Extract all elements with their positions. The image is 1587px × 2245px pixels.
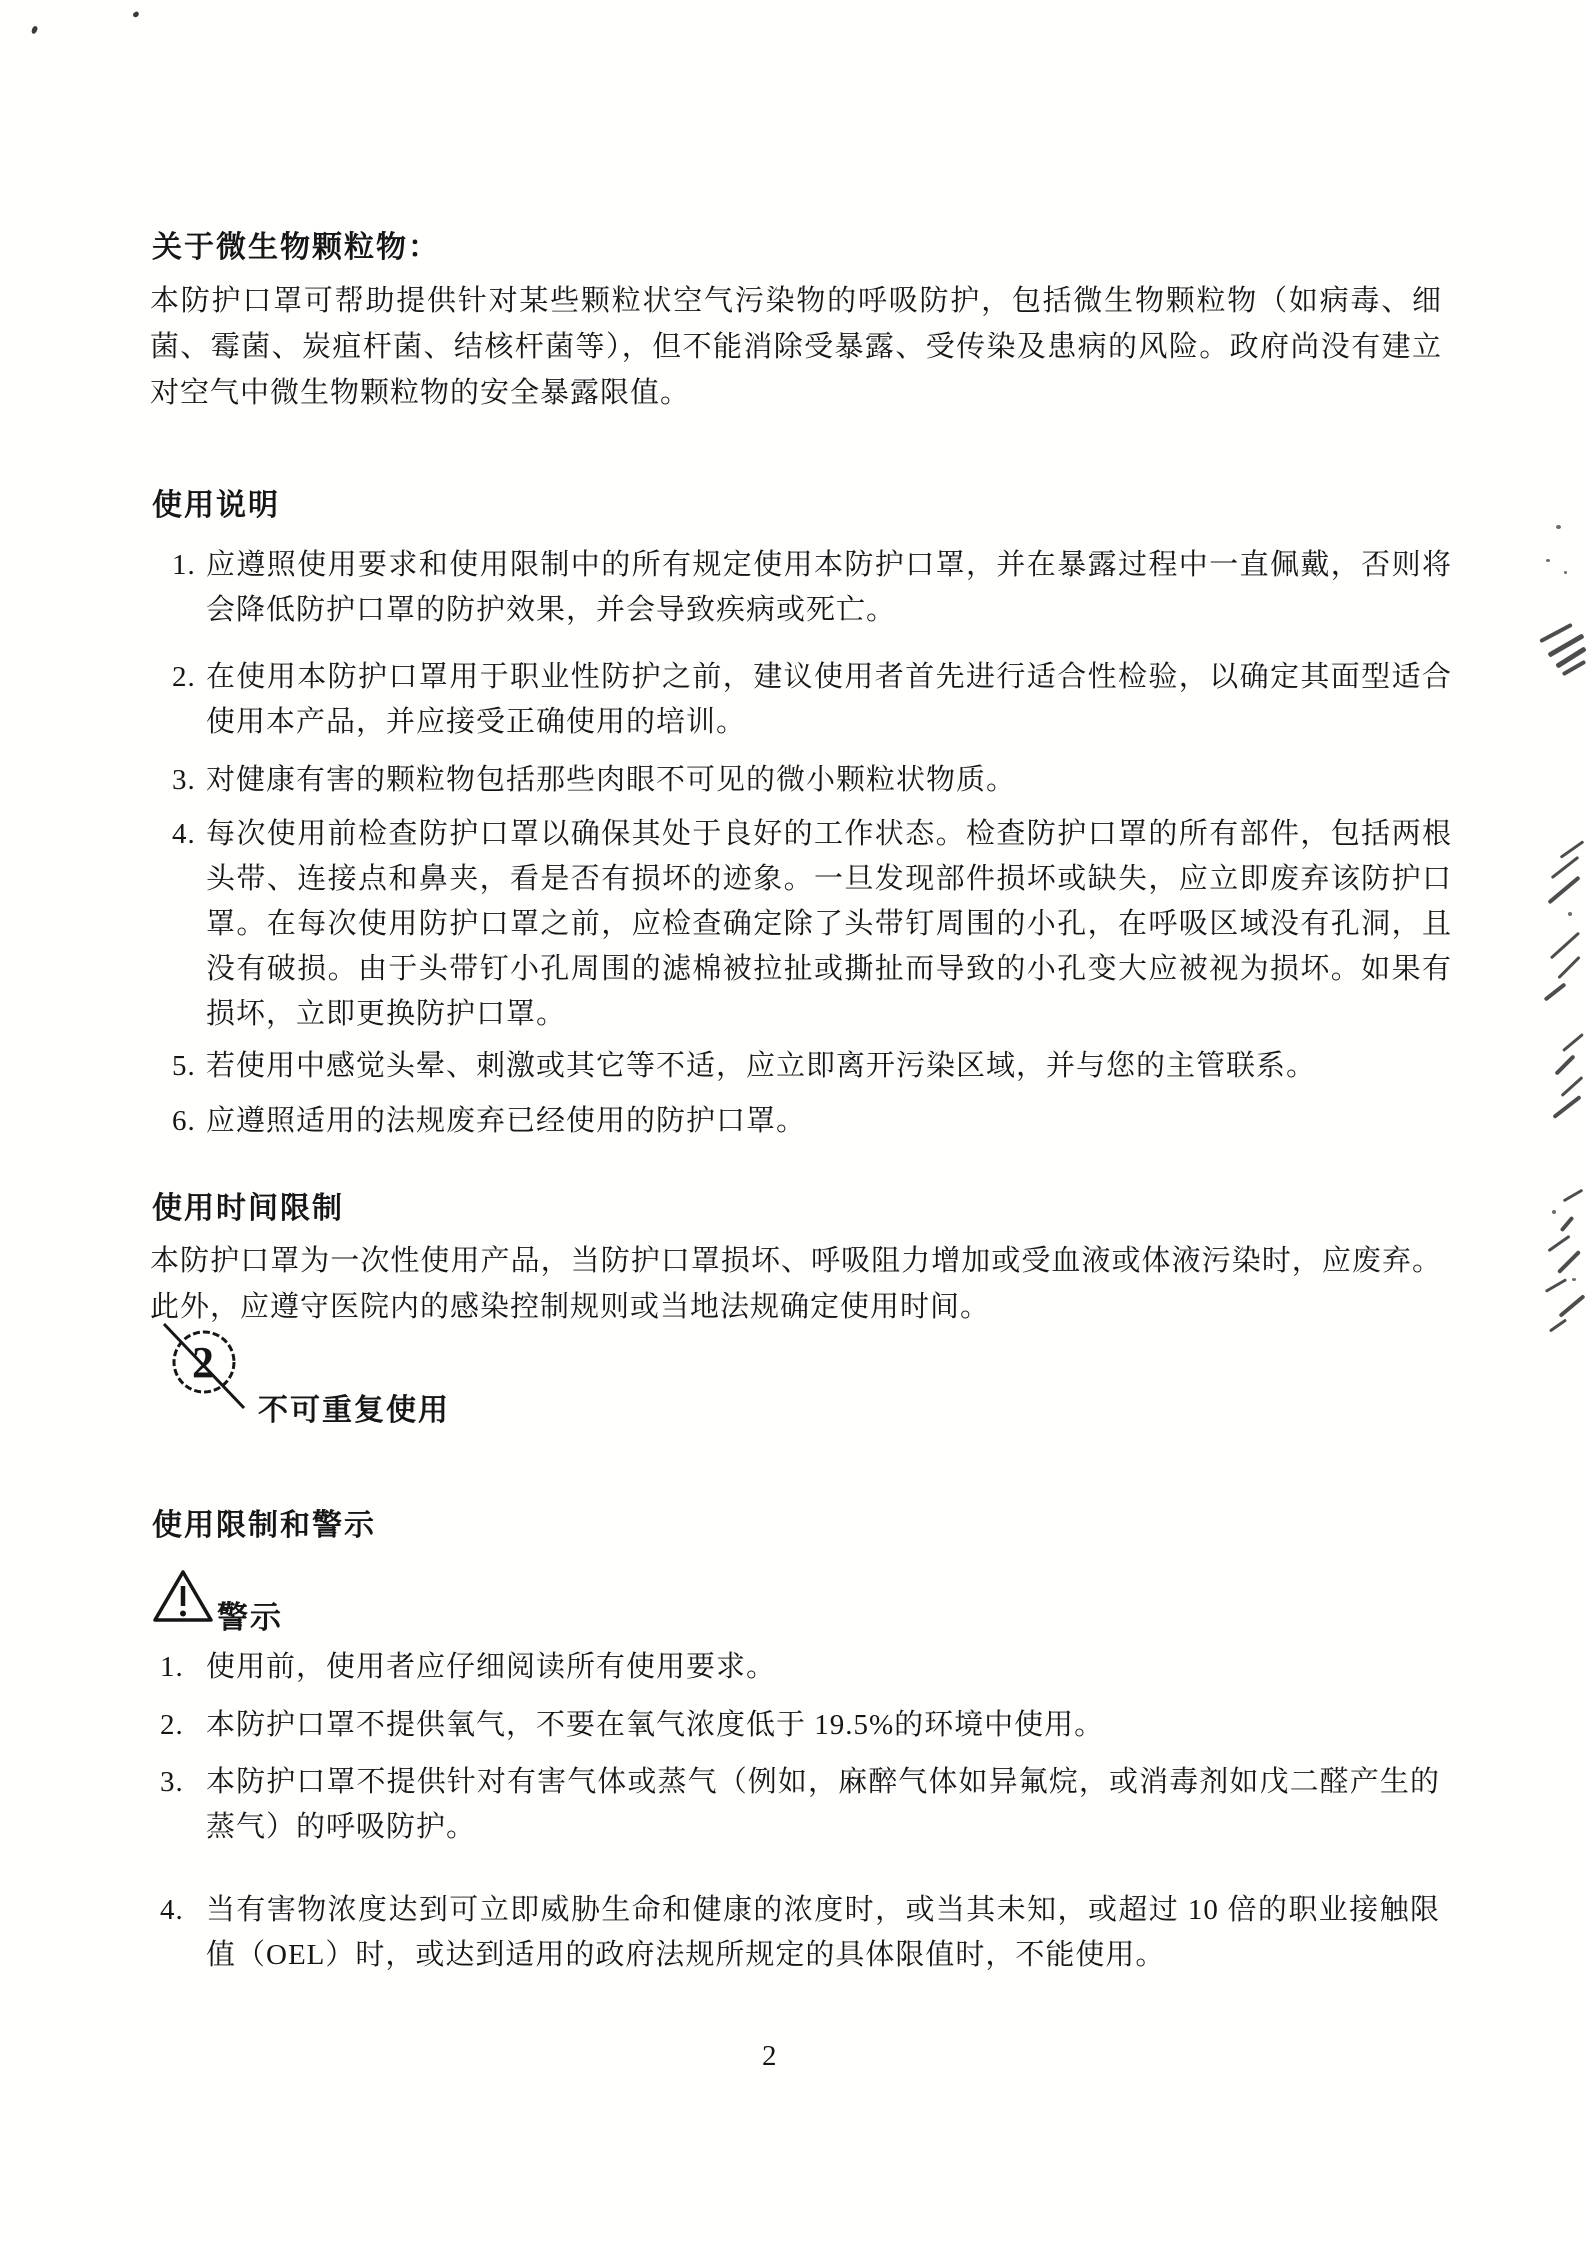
item-number: 5. xyxy=(172,1050,196,1082)
scan-speck xyxy=(31,25,38,34)
item-number: 2. xyxy=(160,1709,184,1741)
no-reuse-number: 2 xyxy=(192,1338,214,1387)
page-number: 2 xyxy=(762,2040,777,2072)
scan-speck xyxy=(1558,1294,1585,1318)
instruction-item-3 xyxy=(172,758,1452,803)
scan-speck xyxy=(1546,559,1550,562)
scan-speck xyxy=(1557,1250,1581,1274)
warning-label: 警示 xyxy=(217,1600,283,1635)
scan-speck xyxy=(1544,982,1567,1001)
scan-speck xyxy=(1557,956,1580,979)
scan-speck xyxy=(1554,1054,1575,1075)
section-heading-microbial: 关于微生物颗粒物： xyxy=(152,231,440,264)
scan-speck xyxy=(1549,1319,1567,1333)
section-heading-time-limit: 使用时间限制 xyxy=(152,1192,344,1225)
item-text: 当有害物浓度达到可立即威胁生命和健康的浓度时，或当其未知，或超过 10 倍的职业接触限值（OEL）时，或达到适用的政府法规所规定的具体限值时，不能使用。 xyxy=(206,1894,1440,1971)
instruction-item-6 xyxy=(172,1099,1452,1144)
section-heading-warnings: 使用限制和警示 xyxy=(152,1509,376,1542)
no-reuse-label: 不可重复使用 xyxy=(258,1394,450,1427)
item-number: 2. xyxy=(172,661,196,693)
item-number: 3. xyxy=(160,1766,184,1798)
warning-item-1 xyxy=(160,1645,1440,1690)
warning-item-2 xyxy=(160,1703,1440,1748)
scan-speck xyxy=(132,11,140,18)
scan-speck xyxy=(1560,1216,1575,1232)
item-text: 在使用本防护口罩用于职业性防护之前，建议使用者首先进行适合性检验，以确定其面型适合使用本产品，并应接受正确使用的培训。 xyxy=(206,661,1452,738)
scan-artifact xyxy=(1548,1033,1587,1123)
scan-speck xyxy=(1545,1278,1567,1293)
item-text: 使用前，使用者应仔细阅读所有使用要求。 xyxy=(206,1651,777,1683)
item-text: 若使用中感觉头晕、刺激或其它等不适，应立即离开污染区域，并与您的主管联系。 xyxy=(206,1050,1317,1082)
warning-item-3 xyxy=(160,1760,1440,1850)
item-number: 4. xyxy=(172,818,196,850)
section-heading-instructions: 使用说明 xyxy=(152,489,280,522)
item-text: 本防护口罩不提供氧气，不要在氧气浓度低于 19.5%的环境中使用。 xyxy=(206,1709,1105,1741)
scan-speck xyxy=(1552,1210,1556,1214)
scan-speck xyxy=(1568,912,1572,916)
item-text: 对健康有害的颗粒物包括那些肉眼不可见的微小颗粒状物质。 xyxy=(206,764,1017,796)
scan-speck xyxy=(1561,1076,1584,1097)
scan-speck xyxy=(1572,1278,1576,1281)
no-reuse-icon xyxy=(156,1318,252,1414)
scan-speck xyxy=(1547,1235,1570,1252)
item-number: 4. xyxy=(160,1894,184,1926)
item-number: 1. xyxy=(172,549,196,581)
time-limit-paragraph: 本防护口罩为一次性使用产品，当防护口罩损坏、呼吸阻力增加或受血液或体液污染时，应废弃。此外，应遵守医院内的感染控制规则或当地法规确定使用时间。 xyxy=(150,1245,1442,1323)
scan-artifact xyxy=(1542,1188,1587,1338)
instruction-item-2 xyxy=(172,655,1452,745)
scan-speck xyxy=(1552,1095,1581,1119)
item-number: 1. xyxy=(160,1651,184,1683)
scan-speck xyxy=(1563,1189,1584,1203)
warning-triangle-icon xyxy=(152,1568,214,1626)
scan-speck xyxy=(1560,840,1585,859)
scan-speck xyxy=(1564,571,1567,574)
scan-artifact xyxy=(1540,840,1587,1010)
instruction-item-5 xyxy=(172,1044,1452,1089)
scan-speck xyxy=(1551,856,1580,879)
microbial-paragraph: 本防护口罩可帮助提供针对某些颗粒状空气污染物的呼吸防护，包括微生物颗粒物（如病毒、细菌、霉菌、炭疽杆菌、结核杆菌等），但不能消除受暴露、受传染及患病的风险。政府尚没有建立对空气中微生物颗粒物的安全暴露限值。 xyxy=(150,285,1442,409)
scan-speck xyxy=(1547,876,1580,905)
scan-speck xyxy=(1550,932,1580,960)
warning-item-4 xyxy=(160,1888,1440,1978)
scan-speck xyxy=(1556,525,1561,529)
item-text: 本防护口罩不提供针对有害气体或蒸气（例如，麻醉气体如异氟烷，或消毒剂如戊二醛产生的蒸气）的呼吸防护。 xyxy=(206,1766,1440,1843)
item-number: 6. xyxy=(172,1105,196,1137)
scan-speck xyxy=(1562,1033,1584,1052)
item-number: 3. xyxy=(172,764,196,796)
instruction-item-1 xyxy=(172,543,1452,633)
item-text: 每次使用前检查防护口罩以确保其处于良好的工作状态。检查防护口罩的所有部件，包括两根头带、连接点和鼻夹，看是否有损坏的迹象。一旦发现部件损坏或缺失，应立即废弃该防护口罩。在每次使用防护口罩之前，应检查确定除了头带钉周围的小孔，在呼吸区域没有孔洞，且没有破损。由于头带钉小孔周围的滤棉被拉扯或撕扯而导致的小孔变大应被视为损坏。如果有损坏，立即更换防护口罩。 xyxy=(206,818,1452,1030)
item-text: 应遵照适用的法规废弃已经使用的防护口罩。 xyxy=(206,1105,807,1137)
instruction-item-4 xyxy=(172,812,1452,1037)
item-text: 应遵照使用要求和使用限制中的所有规定使用本防护口罩，并在暴露过程中一直佩戴，否则将会降低防护口罩的防护效果，并会导致疾病或死亡。 xyxy=(206,549,1452,626)
scan-artifact xyxy=(1534,515,1587,680)
